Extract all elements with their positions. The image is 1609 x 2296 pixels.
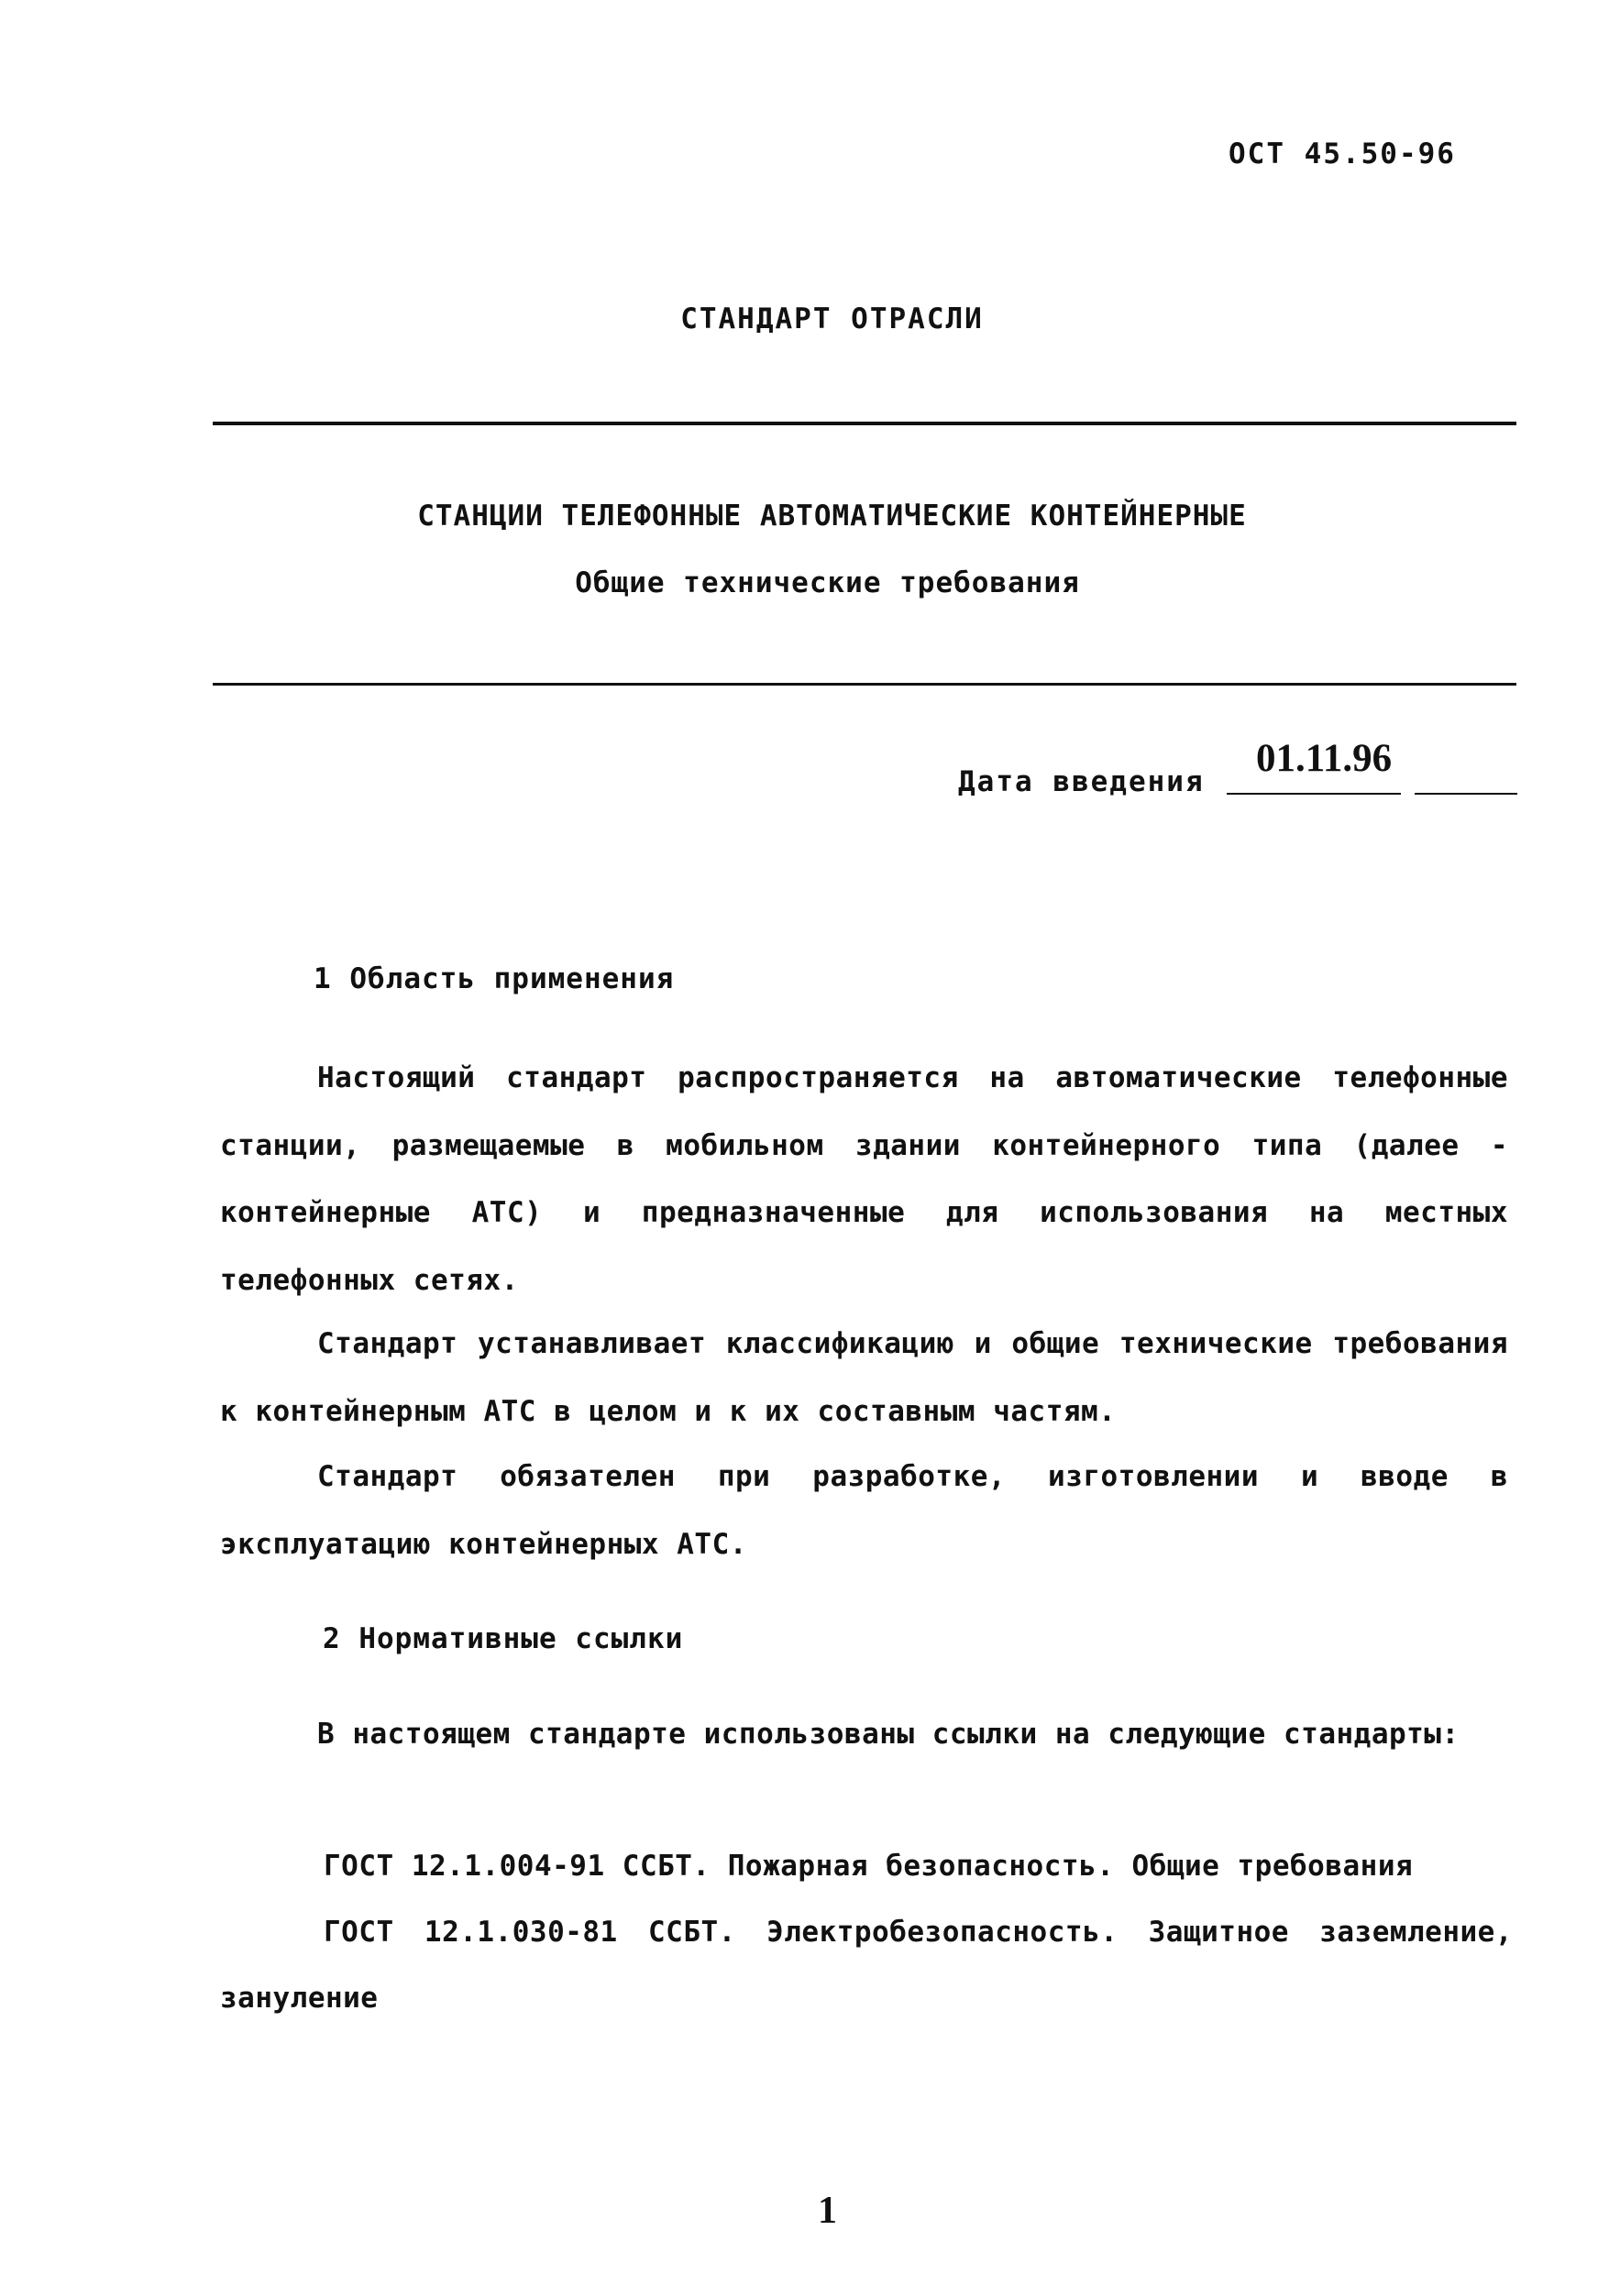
date-underline [1227,793,1401,795]
document-code: ОСТ 45.50-96 [1229,137,1456,170]
scope-paragraph: Настоящий стандарт распространяется на автоматические телефонные станции, размещаемые в мобильном здании контейнерного типа (далее - контейнерные АТС) и предназначенные для использования на местных телефонных сетях. [220,1061,1508,1297]
references-intro: В настоящем стандарте использованы ссылки на следующие стандарты: [317,1718,1460,1751]
section-heading-references: 2 Нормативные ссылки [323,1622,684,1655]
intro-date-label: Дата введения [958,765,1205,798]
standard-type: СТАНДАРТ ОТРАСЛИ [680,302,984,335]
reference-item: ГОСТ 12.1.030-81 ССБТ. Электробезопасность. Защитное заземление, зануление [220,1916,1513,2015]
top-divider [213,422,1516,425]
document-title: СТАНЦИИ ТЕЛЕФОННЫЕ АВТОМАТИЧЕСКИЕ КОНТЕЙНЕРНЫЕ [417,500,1247,533]
intro-date-value: 01.11.96 [1256,737,1393,780]
section-heading-scope: 1 Область применения [314,962,675,995]
reference-item: ГОСТ 12.1.004-91 ССБТ. Пожарная безопасность. Общие требования [324,1850,1414,1883]
bottom-divider [213,683,1516,686]
page-number: 1 [818,2190,837,2232]
scope-paragraph: Стандарт обязателен при разработке, изготовлении и вводе в эксплуатацию контейнерных АТС. [220,1460,1508,1561]
date-underline-extension [1415,793,1517,795]
scope-paragraph: Стандарт устанавливает классификацию и общие технические требования к контейнерным АТС в целом и к их составным частям. [220,1327,1508,1428]
document-subtitle: Общие технические требования [575,566,1080,599]
